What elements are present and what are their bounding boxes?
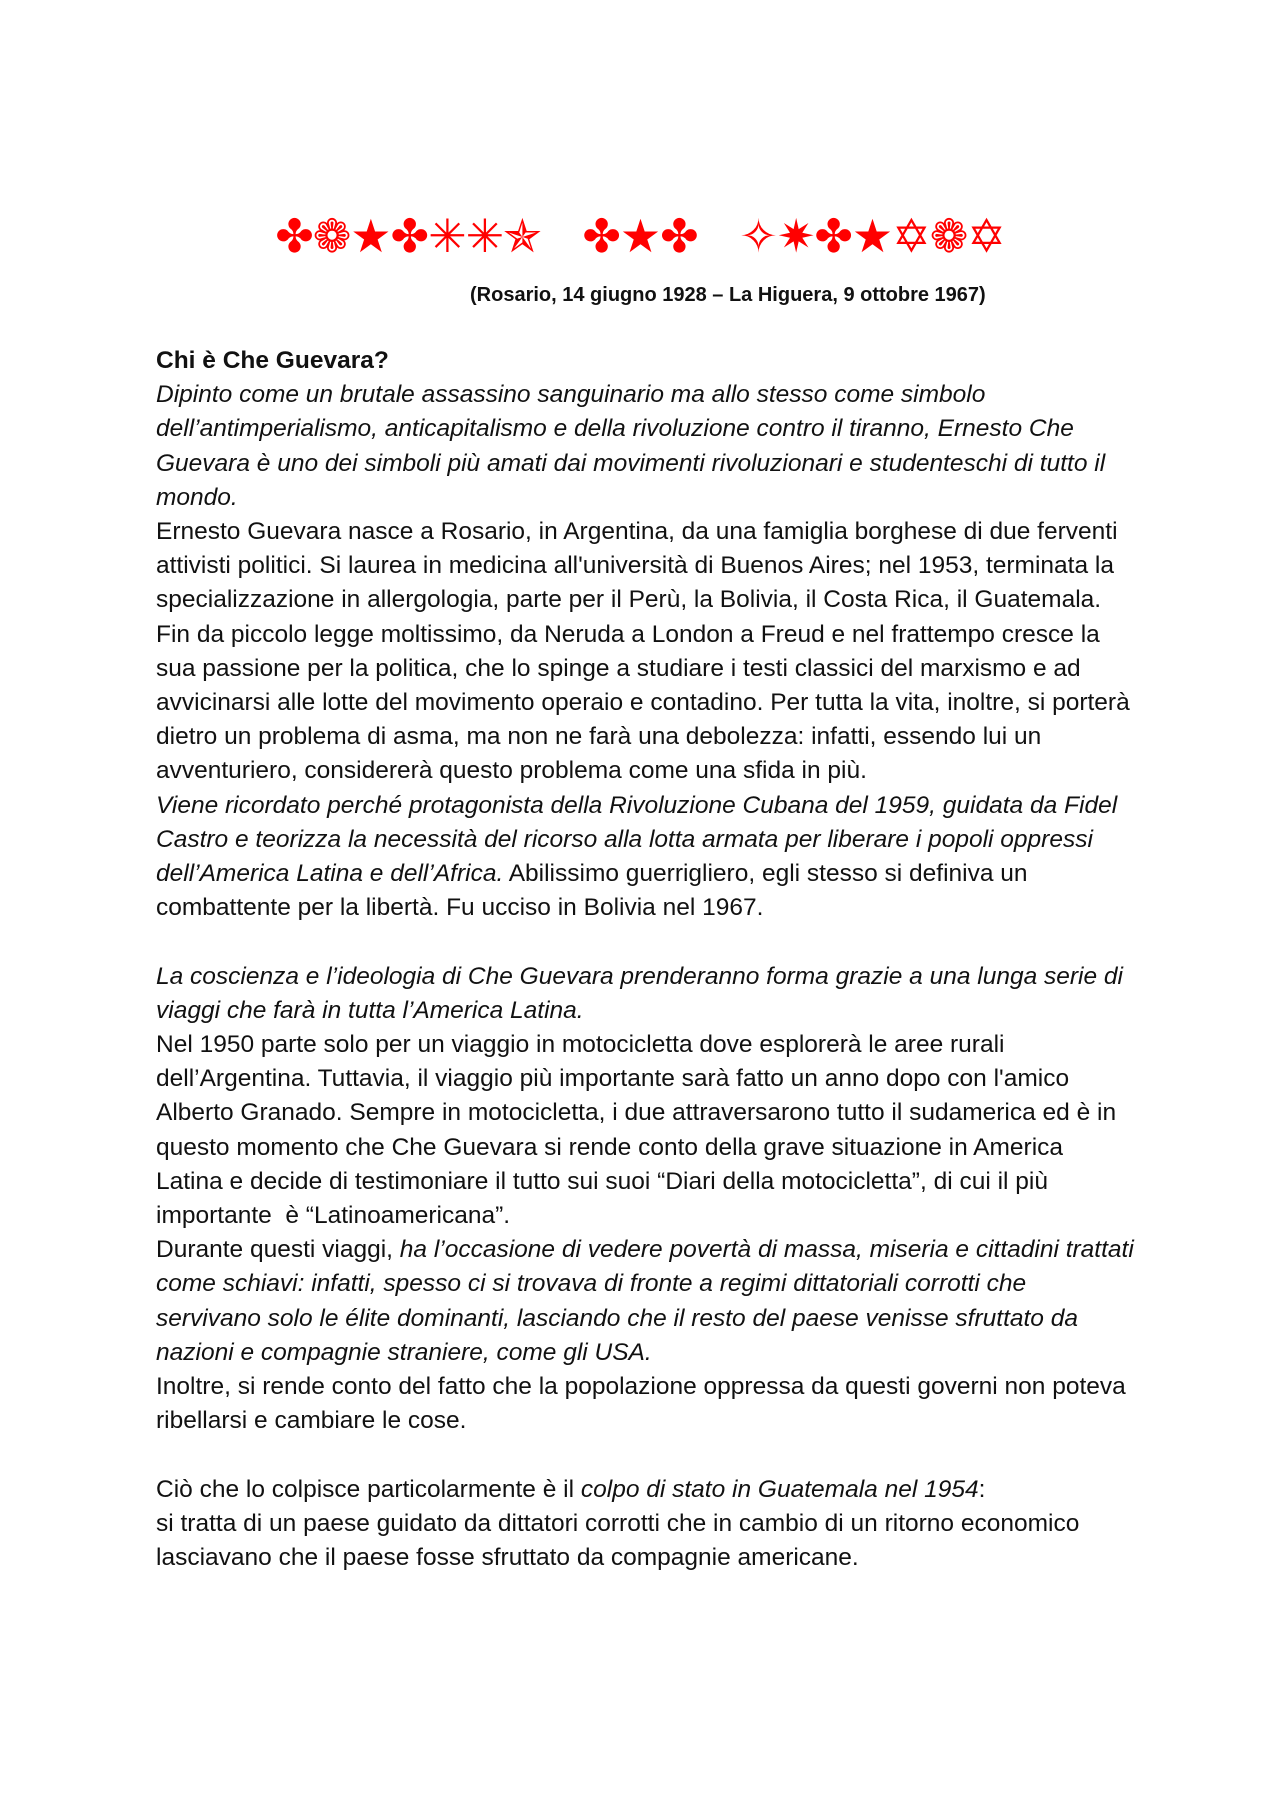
paragraph-guatemala — [156, 1473, 1136, 1507]
poverty-italic-text: ha l’occasione di vedere povertà di massa, miseria e cittadini trattati come schiavi: infatti, spesso ci si trovava di fronte a regimi dittatoriali corrotti che servivano solo le élite dominanti, lasciando che il resto del paese venisse sfruttato da nazioni e compagnie straniere, come gli USA. — [156, 1236, 1134, 1366]
section-heading: Chi è Che Guevara? — [156, 347, 389, 374]
paragraph-travels-intro — [156, 960, 1136, 1028]
paragraph-dictators: si tratta di un paese guidato da dittatori corrotti che in cambio di un ritorno economico lasciavano che il paese fosse sfruttato da compagnie americane. — [156, 1509, 1080, 1572]
title-word-2: ✤★✤ — [582, 209, 698, 263]
guatemala-lead-text: Ciò che lo colpisce particolarmente è il — [156, 1475, 581, 1503]
paragraph-motorcycle: Nel 1950 parte solo per un viaggio in motocicletta dove esplorerà le aree rurali dell’Argentina. Tuttavia, il viaggio più importante sarà fatto un anno dopo con l'amico Alberto Granado. Sempre in motocicletta, i due attraversarono tutto il sudamerica ed è in questo momento che Che Guevara si rende conto della grave situazione in America Latina e decide di testimoniare il tutto sui suoi “Diari della motocicletta”, di cui il più importante è “Latinoamericana”. — [156, 1031, 1117, 1230]
intro-italic-text: Dipinto come un brutale assassino sanguinario ma allo stesso come simbolo dell’antimperialismo, anticapitalismo e della rivoluzione contro il tiranno, Ernesto Che Guevara è uno dei simboli più amati dai movimenti rivoluzionari e studenteschi di tutto il mondo. — [156, 381, 1106, 511]
title-word-3: ✧✷✤★✡❁✡ — [739, 209, 1005, 263]
paragraph-poverty — [156, 1233, 1136, 1370]
paragraph-revolution — [156, 789, 1136, 926]
title-word-1: ✤❁★✤✳✳✯ — [275, 209, 541, 263]
paragraph-intro — [156, 378, 1136, 515]
document-body — [156, 344, 1136, 1575]
paragraph-oppression: Inoltre, si rende conto del fatto che la popolazione oppressa da questi governi non poteva ribellarsi e cambiare le cose. — [156, 1373, 1126, 1435]
guatemala-colon: : — [978, 1475, 986, 1503]
decorative-title — [0, 208, 1280, 264]
life-dates: (Rosario, 14 giugno 1928 – La Higuera, 9 ottobre 1967) — [470, 284, 986, 306]
revolution-italic-text: Viene ricordato perché protagonista della Rivoluzione Cubana del 1959, guidata da Fidel Castro e teorizza la necessità del ricorso alla lotta armata per liberare i popoli oppressi dell’America Latina e dell’Africa. — [156, 791, 1118, 888]
paragraph-gap — [156, 1438, 1136, 1472]
guatemala-italic-text: colpo di stato in Guatemala nel 1954 — [580, 1475, 979, 1503]
paragraph-biography: Ernesto Guevara nasce a Rosario, in Argentina, da una famiglia borghese di due ferventi attivisti politici. Si laurea in medicina all'università di Buenos Aires; nel 1953, terminata la specializzazione in allergologia, parte per il Perù, la Bolivia, il Costa Rica, il Guatemala. Fin da piccolo legge moltissimo, da Neruda a London a Freud e nel frattempo cresce la sua passione per la politica, che lo spinge a studiare i testi classici del marxismo e ad avvicinarsi alle lotte del movimento operaio e contadino. Per tutta la vita, inoltre, si porterà dietro un problema di asma, ma non ne farà una debolezza: infatti, essendo lui un avventuriero, considererà questo problema come una sfida in più. — [156, 518, 1130, 785]
paragraph-gap — [156, 925, 1136, 959]
travels-italic-text: La coscienza e l’ideologia di Che Guevara prenderanno forma grazie a una lunga serie di viaggi che farà in tutta l’America Latina. — [156, 962, 1123, 1024]
poverty-lead-text: Durante questi viaggi, — [156, 1236, 400, 1264]
revolution-text: Abilissimo guerrigliero, egli stesso si definiva un combattente per la libertà. Fu ucciso in Bolivia nel 1967. — [156, 860, 1028, 922]
